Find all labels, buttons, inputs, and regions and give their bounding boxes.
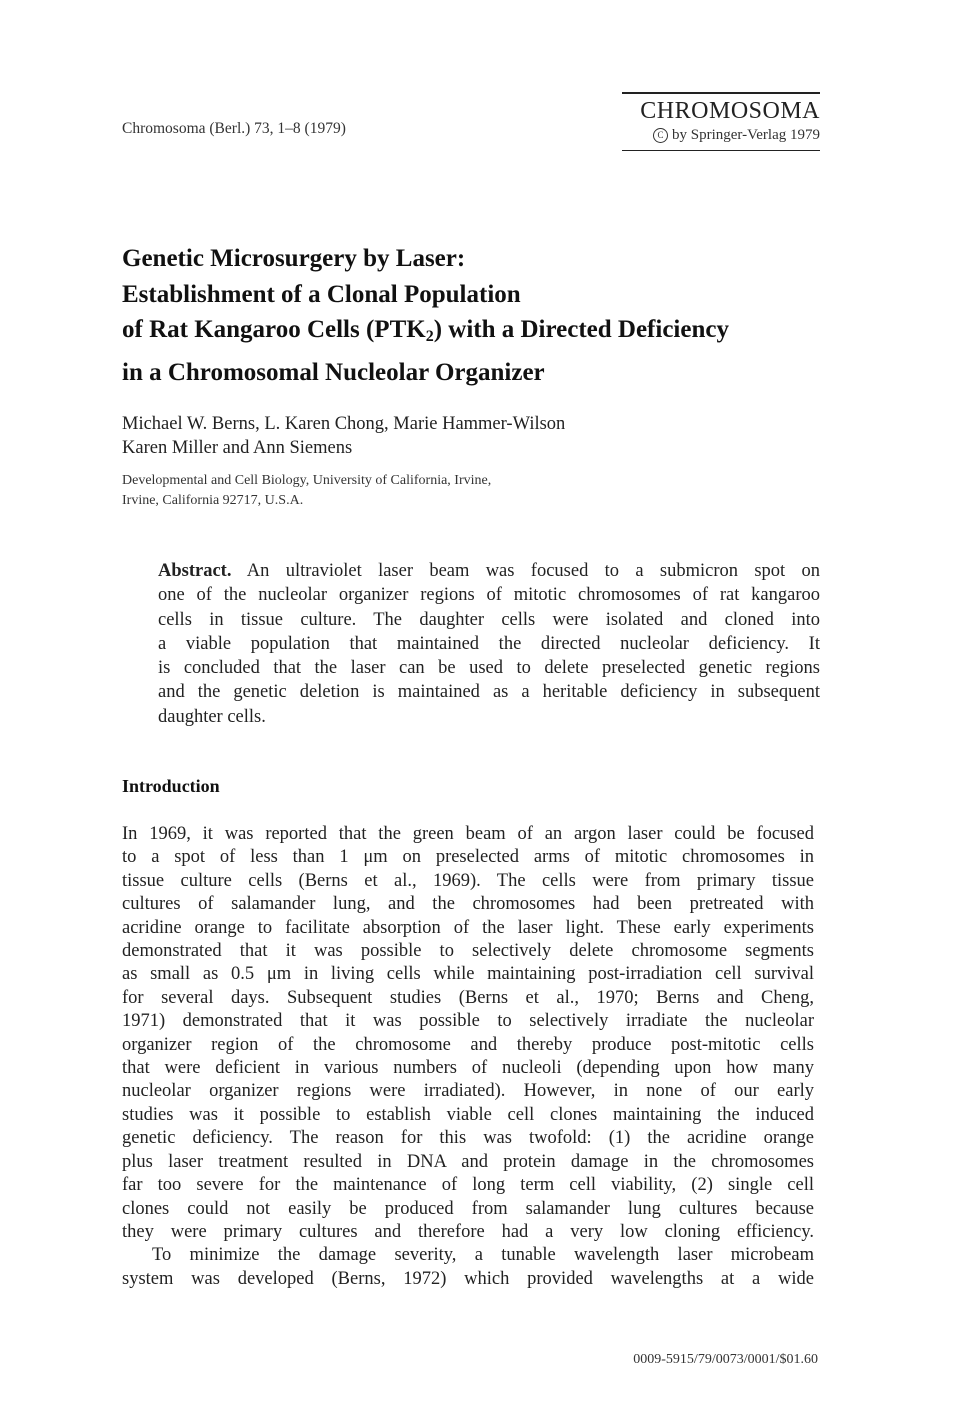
- title-line: Genetic Microsurgery by Laser:: [122, 245, 466, 272]
- body-line: they were primary cultures and therefore had a very low cloning efficiency.: [122, 1221, 814, 1242]
- copyright-text: by Springer-Verlag 1979: [671, 126, 820, 143]
- title-text: ) with a Directed Deficiency: [433, 316, 729, 343]
- copyright-icon: C: [653, 128, 668, 143]
- author-line: Karen Miller and Ann Siemens: [122, 438, 353, 458]
- author-line: Michael W. Berns, L. Karen Chong, Marie Hammer-Wilson: [122, 414, 566, 434]
- journal-copyright: [622, 126, 820, 144]
- journal-name: CHROMOSOMA: [640, 97, 820, 124]
- masthead-bottom-rule: [622, 150, 820, 152]
- body-line: 1971) demonstrated that it was possible to selectively irradiate the nucleolar: [122, 1011, 814, 1032]
- title-text: of Rat Kangaroo Cells (PTK: [122, 316, 426, 343]
- abstract-label: Abstract.: [158, 561, 232, 581]
- body-line: clones could not easily be produced from salamander lung cultures because: [122, 1198, 814, 1219]
- body-line: as small as 0.5 μm in living cells while maintaining post-irradiation cell survival: [122, 964, 814, 985]
- body-line: To minimize the damage severity, a tunable wavelength laser microbeam: [152, 1245, 814, 1266]
- article-title: [122, 241, 842, 390]
- body-line: demonstrated that it was possible to selectively delete chromosome segments: [122, 941, 814, 962]
- abstract-line: and the genetic deletion is maintained as a heritable deficiency in subsequent: [158, 682, 820, 703]
- body-line: genetic deficiency. The reason for this was twofold: (1) the acridine orange: [122, 1128, 814, 1149]
- section-heading-introduction: Introduction: [122, 776, 220, 796]
- author-list: [122, 412, 565, 460]
- body-line: nucleolar organizer regions were irradiated). However, in none of our early: [122, 1081, 814, 1102]
- title-line: Establishment of a Clonal Population: [122, 280, 521, 308]
- journal-citation: Chromosoma (Berl.) 73, 1–8 (1979): [122, 120, 346, 137]
- title-line: in a Chromosomal Nucleolar Organizer: [122, 358, 545, 386]
- body-line: for several days. Subsequent studies (Berns et al., 1970; Berns and Cheng,: [122, 987, 814, 1008]
- abstract-line: is concluded that the laser can be used to delete preselected genetic regions: [158, 658, 820, 679]
- abstract-line: one of the nucleolar organizer regions of mitotic chromosomes of rat kangaroo: [158, 585, 820, 606]
- body-line: studies was it possible to establish viable cell clones maintaining the induced: [122, 1104, 814, 1125]
- abstract: [158, 559, 820, 729]
- title-line: [122, 312, 842, 355]
- abstract-line: cells in tissue culture. The daughter cells were isolated and cloned into: [158, 609, 820, 630]
- affiliation-line: Developmental and Cell Biology, University of California, Irvine,: [122, 473, 492, 488]
- affiliation: [122, 471, 491, 511]
- body-line: system was developed (Berns, 1972) which provided wavelengths at a wide: [122, 1268, 814, 1289]
- body-line: to a spot of less than 1 μm on preselected arms of mitotic chromosomes in: [122, 847, 814, 868]
- title-subscript: 2: [425, 328, 434, 345]
- abstract-text: An ultraviolet laser beam was focused to a submicron spot on: [231, 561, 820, 581]
- body-line: that were deficient in various numbers of nucleoli (depending upon how many: [122, 1058, 814, 1079]
- abstract-line: a viable population that maintained the directed nucleolar deficiency. It: [158, 633, 820, 654]
- body-line: acridine orange to facilitate absorption of the laser light. These early experiments: [122, 917, 814, 938]
- masthead-top-rule: [622, 92, 820, 94]
- introduction-body: [122, 823, 814, 1291]
- body-line: In 1969, it was reported that the green beam of an argon laser could be focused: [122, 824, 814, 844]
- body-line: plus laser treatment resulted in DNA and protein damage in the chromosomes: [122, 1151, 814, 1172]
- affiliation-line: Irvine, California 92717, U.S.A.: [122, 493, 304, 508]
- abstract-line: daughter cells.: [158, 706, 266, 727]
- journal-masthead: [622, 92, 820, 151]
- body-line: tissue culture cells (Berns et al., 1969). The cells were from primary tissue: [122, 870, 814, 891]
- body-line: organizer region of the chromosome and thereby produce post-mitotic cells: [122, 1034, 814, 1055]
- article-code: 0009-5915/79/0073/0001/$01.60: [633, 1352, 818, 1367]
- body-line: cultures of salamander lung, and the chromosomes had been pretreated with: [122, 894, 814, 915]
- abstract-line: [158, 559, 820, 583]
- body-line: far too severe for the maintenance of long term cell viability, (2) single cell: [122, 1175, 814, 1196]
